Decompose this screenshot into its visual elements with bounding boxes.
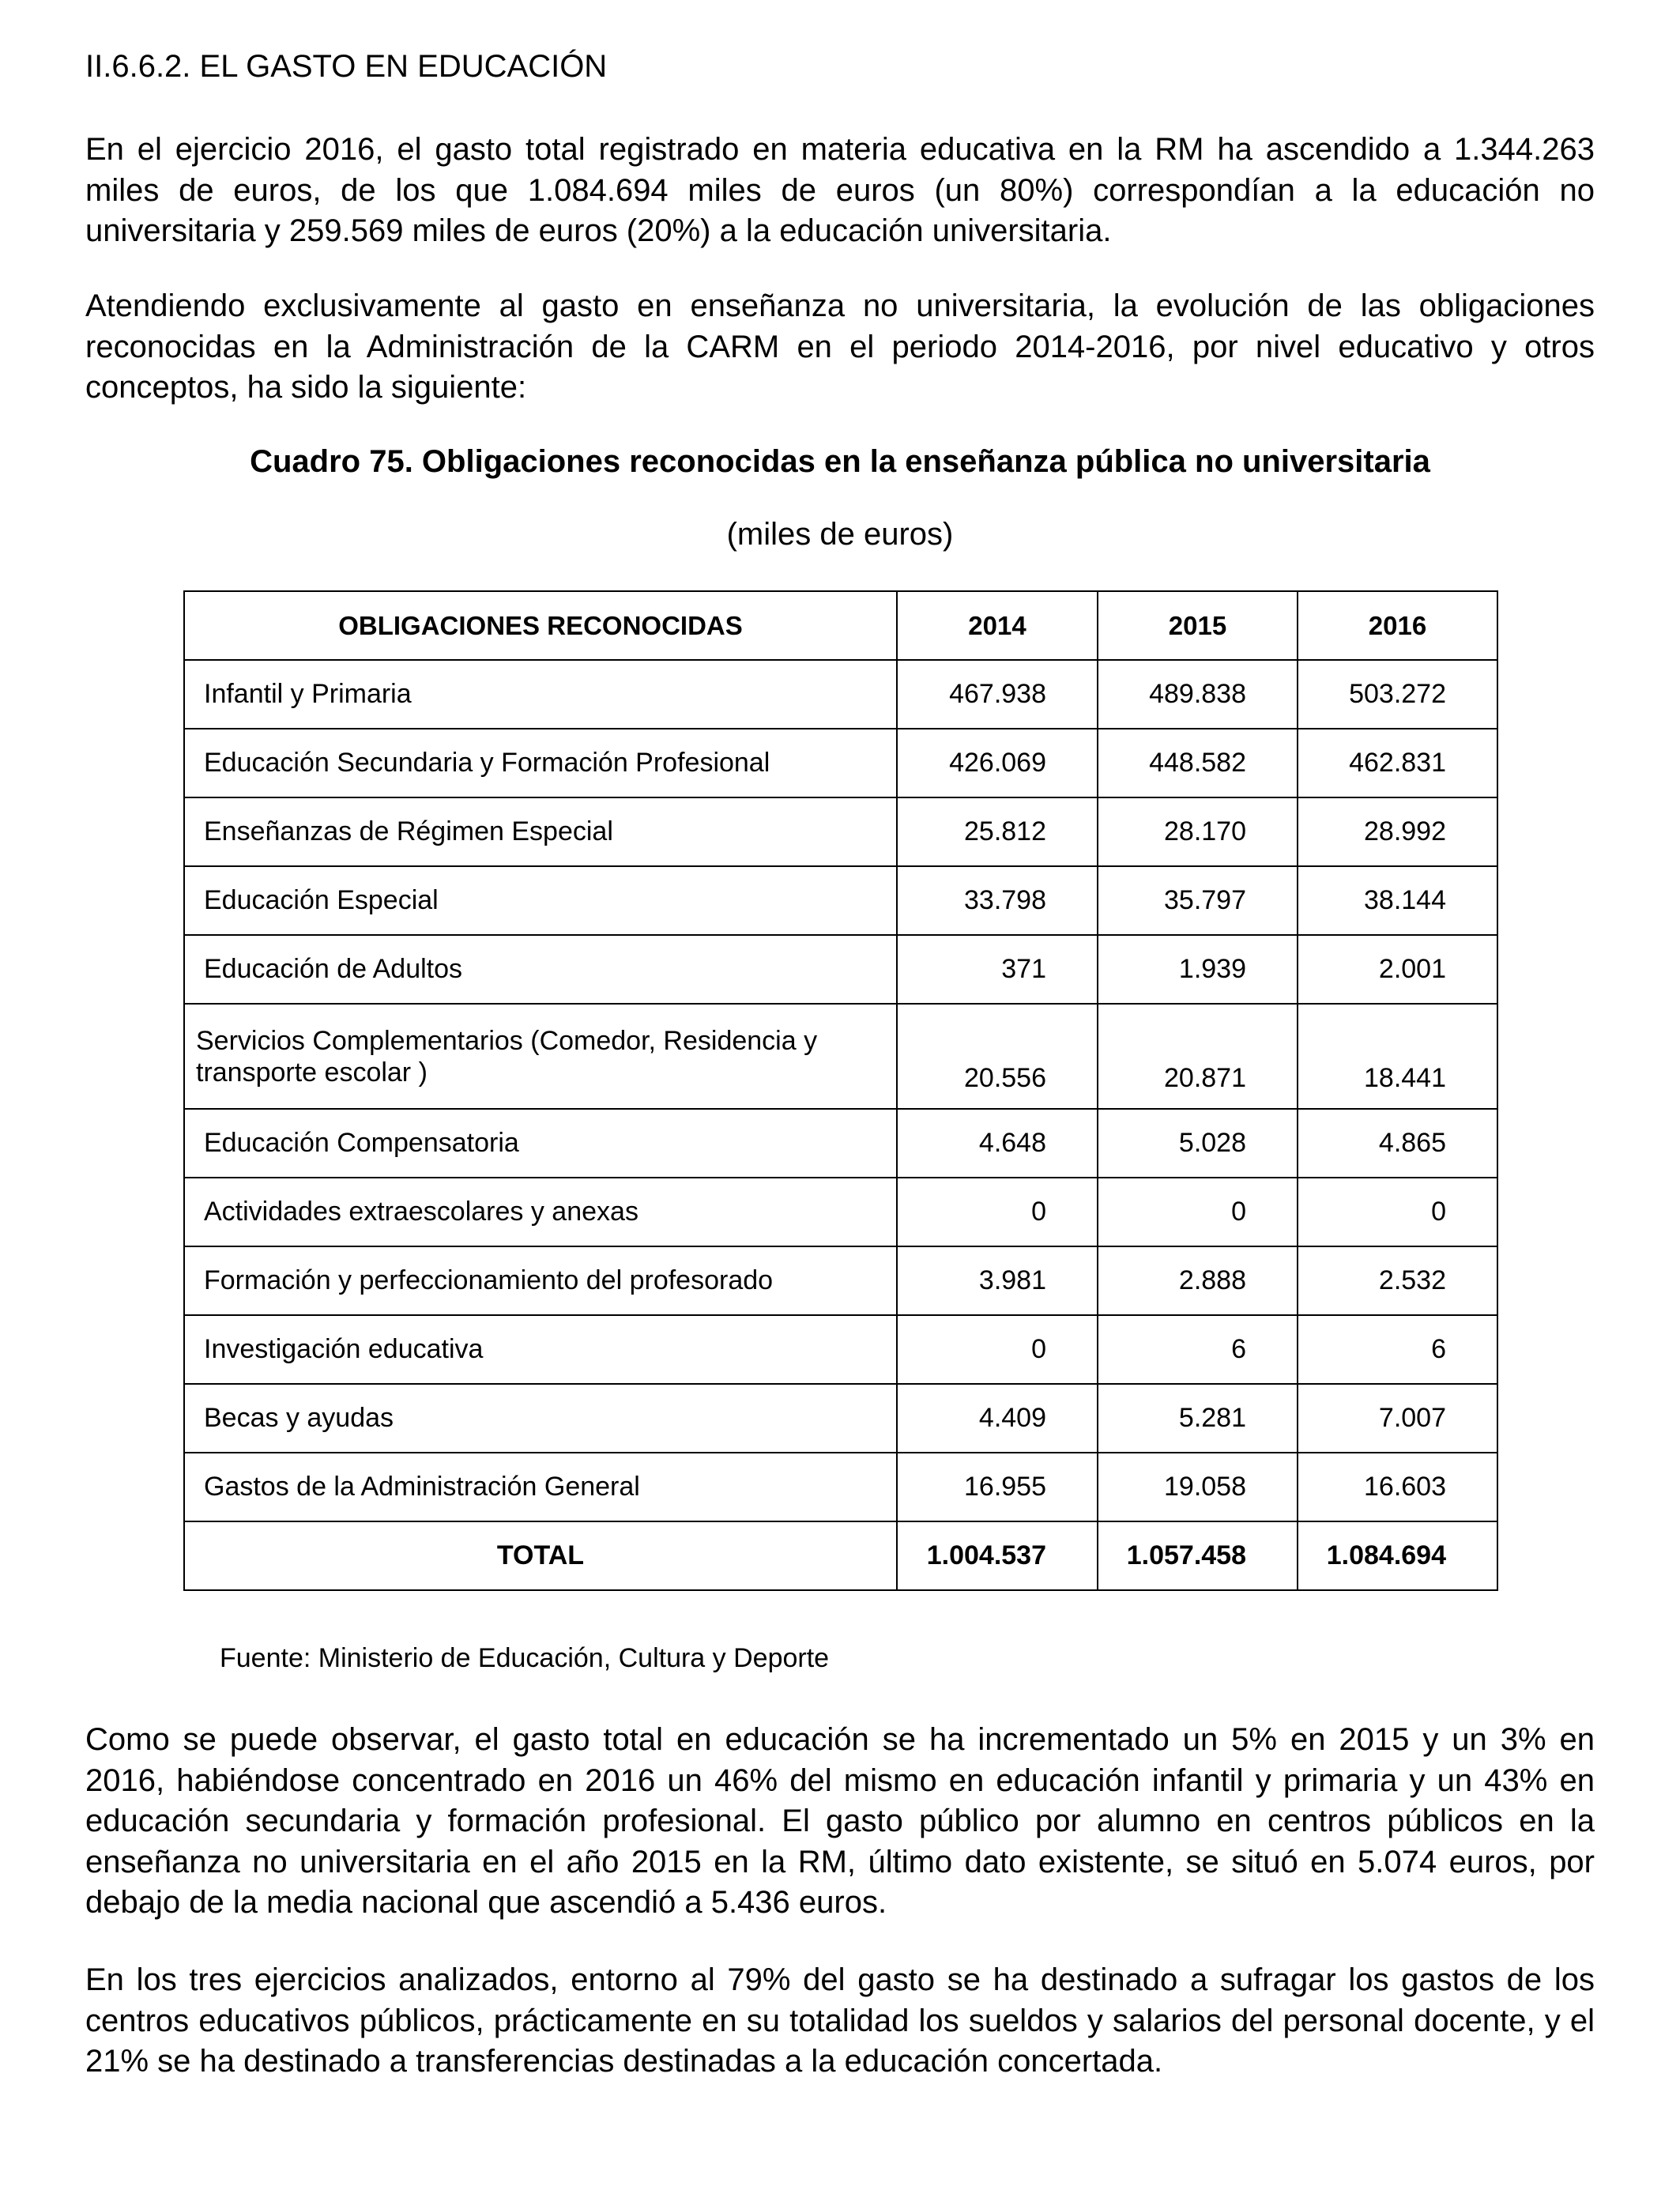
table-row: [184, 1315, 1497, 1384]
cell-2014: 25.812: [897, 797, 1098, 866]
cell-2015: 0: [1098, 1178, 1298, 1246]
row-label: Educación de Adultos: [184, 935, 897, 1004]
cell-2016: 7.007: [1298, 1384, 1497, 1453]
cell-2014: 426.069: [897, 729, 1098, 797]
header-concept: OBLIGACIONES RECONOCIDAS: [184, 591, 897, 660]
total-2014: 1.004.537: [897, 1521, 1098, 1590]
total-label: TOTAL: [184, 1521, 897, 1590]
table-row: [184, 1004, 1497, 1109]
paragraph-distribution: En los tres ejercicios analizados, entorno al 79% del gasto se ha destinado a sufragar los gastos de los centros educativos públicos, prácticamente en su totalidad los sueldos y salarios del personal docente, y el 21% se ha destinado a transferencias destinadas a la educación concertada.: [85, 1962, 1595, 2079]
table-row: [184, 1246, 1497, 1315]
row-label: Educación Compensatoria: [184, 1109, 897, 1178]
header-2015: 2015: [1098, 591, 1298, 660]
cell-2016: 462.831: [1298, 729, 1497, 797]
cell-2016: 18.441: [1298, 1004, 1497, 1109]
row-label-line-2: transporte escolar ): [196, 1057, 428, 1088]
cell-2015: 1.939: [1098, 935, 1298, 1004]
cell-2015: 28.170: [1098, 797, 1298, 866]
table-source-note: Fuente: Ministerio de Educación, Cultura y Deporte: [220, 1643, 830, 1673]
header-2016: 2016: [1298, 591, 1497, 660]
cell-2015: 5.028: [1098, 1109, 1298, 1178]
table-row: [184, 1453, 1497, 1521]
cell-2014: 4.409: [897, 1384, 1098, 1453]
table-row: [184, 660, 1497, 729]
cell-2015: 448.582: [1098, 729, 1298, 797]
cell-2014: 20.556: [897, 1004, 1098, 1109]
table-row: [184, 866, 1497, 935]
row-label: Becas y ayudas: [184, 1384, 897, 1453]
cell-2016: 6: [1298, 1315, 1497, 1384]
table-total-row: [184, 1521, 1497, 1590]
row-label: Formación y perfeccionamiento del profesorado: [184, 1246, 897, 1315]
row-label: Enseñanzas de Régimen Especial: [184, 797, 897, 866]
cell-2016: 503.272: [1298, 660, 1497, 729]
total-2015: 1.057.458: [1098, 1521, 1298, 1590]
paragraph-analysis: Como se puede observar, el gasto total en educación se ha incrementado un 5% en 2015 y un 3% en 2016, habiéndose concentrado en 2016 un 46% del mismo en educación infantil y primaria y un 43% en educación secundaria y formación profesional. El gasto público por alumno en centros públicos en la enseñanza no universitaria en el año 2015 en la RM, último dato existente, se situó en 5.074 euros, por debajo de la media nacional que ascendió a 5.436 euros.: [85, 1722, 1595, 1920]
cell-2014: 3.981: [897, 1246, 1098, 1315]
cell-2015: 35.797: [1098, 866, 1298, 935]
table-row: [184, 1109, 1497, 1178]
row-label: Educación Especial: [184, 866, 897, 935]
cell-2014: 371: [897, 935, 1098, 1004]
row-label-line-1: Servicios Complementarios (Comedor, Residencia y: [196, 1025, 818, 1056]
row-label: Investigación educativa: [184, 1315, 897, 1384]
table-row: [184, 1384, 1497, 1453]
cell-2015: 6: [1098, 1315, 1298, 1384]
cell-2014: 467.938: [897, 660, 1098, 729]
cell-2016: 2.001: [1298, 935, 1497, 1004]
cell-2014: 4.648: [897, 1109, 1098, 1178]
paragraph-total-spending: En el ejercicio 2016, el gasto total registrado en materia educativa en la RM ha ascendido a 1.344.263 miles de euros, de los que 1.084.694 miles de euros (un 80%) correspondían a la educación no universitaria y 259.569 miles de euros (20%) a la educación universitaria.: [85, 132, 1595, 248]
cell-2016: 16.603: [1298, 1453, 1497, 1521]
row-label: Gastos de la Administración General: [184, 1453, 897, 1521]
table-row: [184, 935, 1497, 1004]
table-header-row: [184, 591, 1497, 660]
table-row: [184, 1178, 1497, 1246]
cell-2014: 16.955: [897, 1453, 1098, 1521]
cell-2016: 38.144: [1298, 866, 1497, 935]
cell-2016: 2.532: [1298, 1246, 1497, 1315]
cell-2015: 5.281: [1098, 1384, 1298, 1453]
row-label: [184, 1004, 897, 1109]
table-units: (miles de euros): [726, 517, 954, 552]
table-row: [184, 729, 1497, 797]
obligations-table: [183, 590, 1498, 1591]
row-label: Actividades extraescolares y anexas: [184, 1178, 897, 1246]
row-label: Infantil y Primaria: [184, 660, 897, 729]
section-heading: II.6.6.2. EL GASTO EN EDUCACIÓN: [85, 49, 608, 84]
cell-2016: 0: [1298, 1178, 1497, 1246]
cell-2014: 0: [897, 1178, 1098, 1246]
cell-2015: 19.058: [1098, 1453, 1298, 1521]
cell-2014: 0: [897, 1315, 1098, 1384]
cell-2016: 4.865: [1298, 1109, 1497, 1178]
header-2014: 2014: [897, 591, 1098, 660]
cell-2015: 20.871: [1098, 1004, 1298, 1109]
total-2016: 1.084.694: [1298, 1521, 1497, 1590]
cell-2016: 28.992: [1298, 797, 1497, 866]
paragraph-intro-table: Atendiendo exclusivamente al gasto en enseñanza no universitaria, la evolución de las obligaciones reconocidas en la Administración de la CARM en el periodo 2014-2016, por nivel educativo y otros conceptos, ha sido la siguiente:: [85, 288, 1595, 405]
cell-2015: 2.888: [1098, 1246, 1298, 1315]
cell-2014: 33.798: [897, 866, 1098, 935]
row-label: Educación Secundaria y Formación Profesional: [184, 729, 897, 797]
table-row: [184, 797, 1497, 866]
cell-2015: 489.838: [1098, 660, 1298, 729]
table-caption: Cuadro 75. Obligaciones reconocidas en la enseñanza pública no universitaria: [250, 444, 1430, 479]
